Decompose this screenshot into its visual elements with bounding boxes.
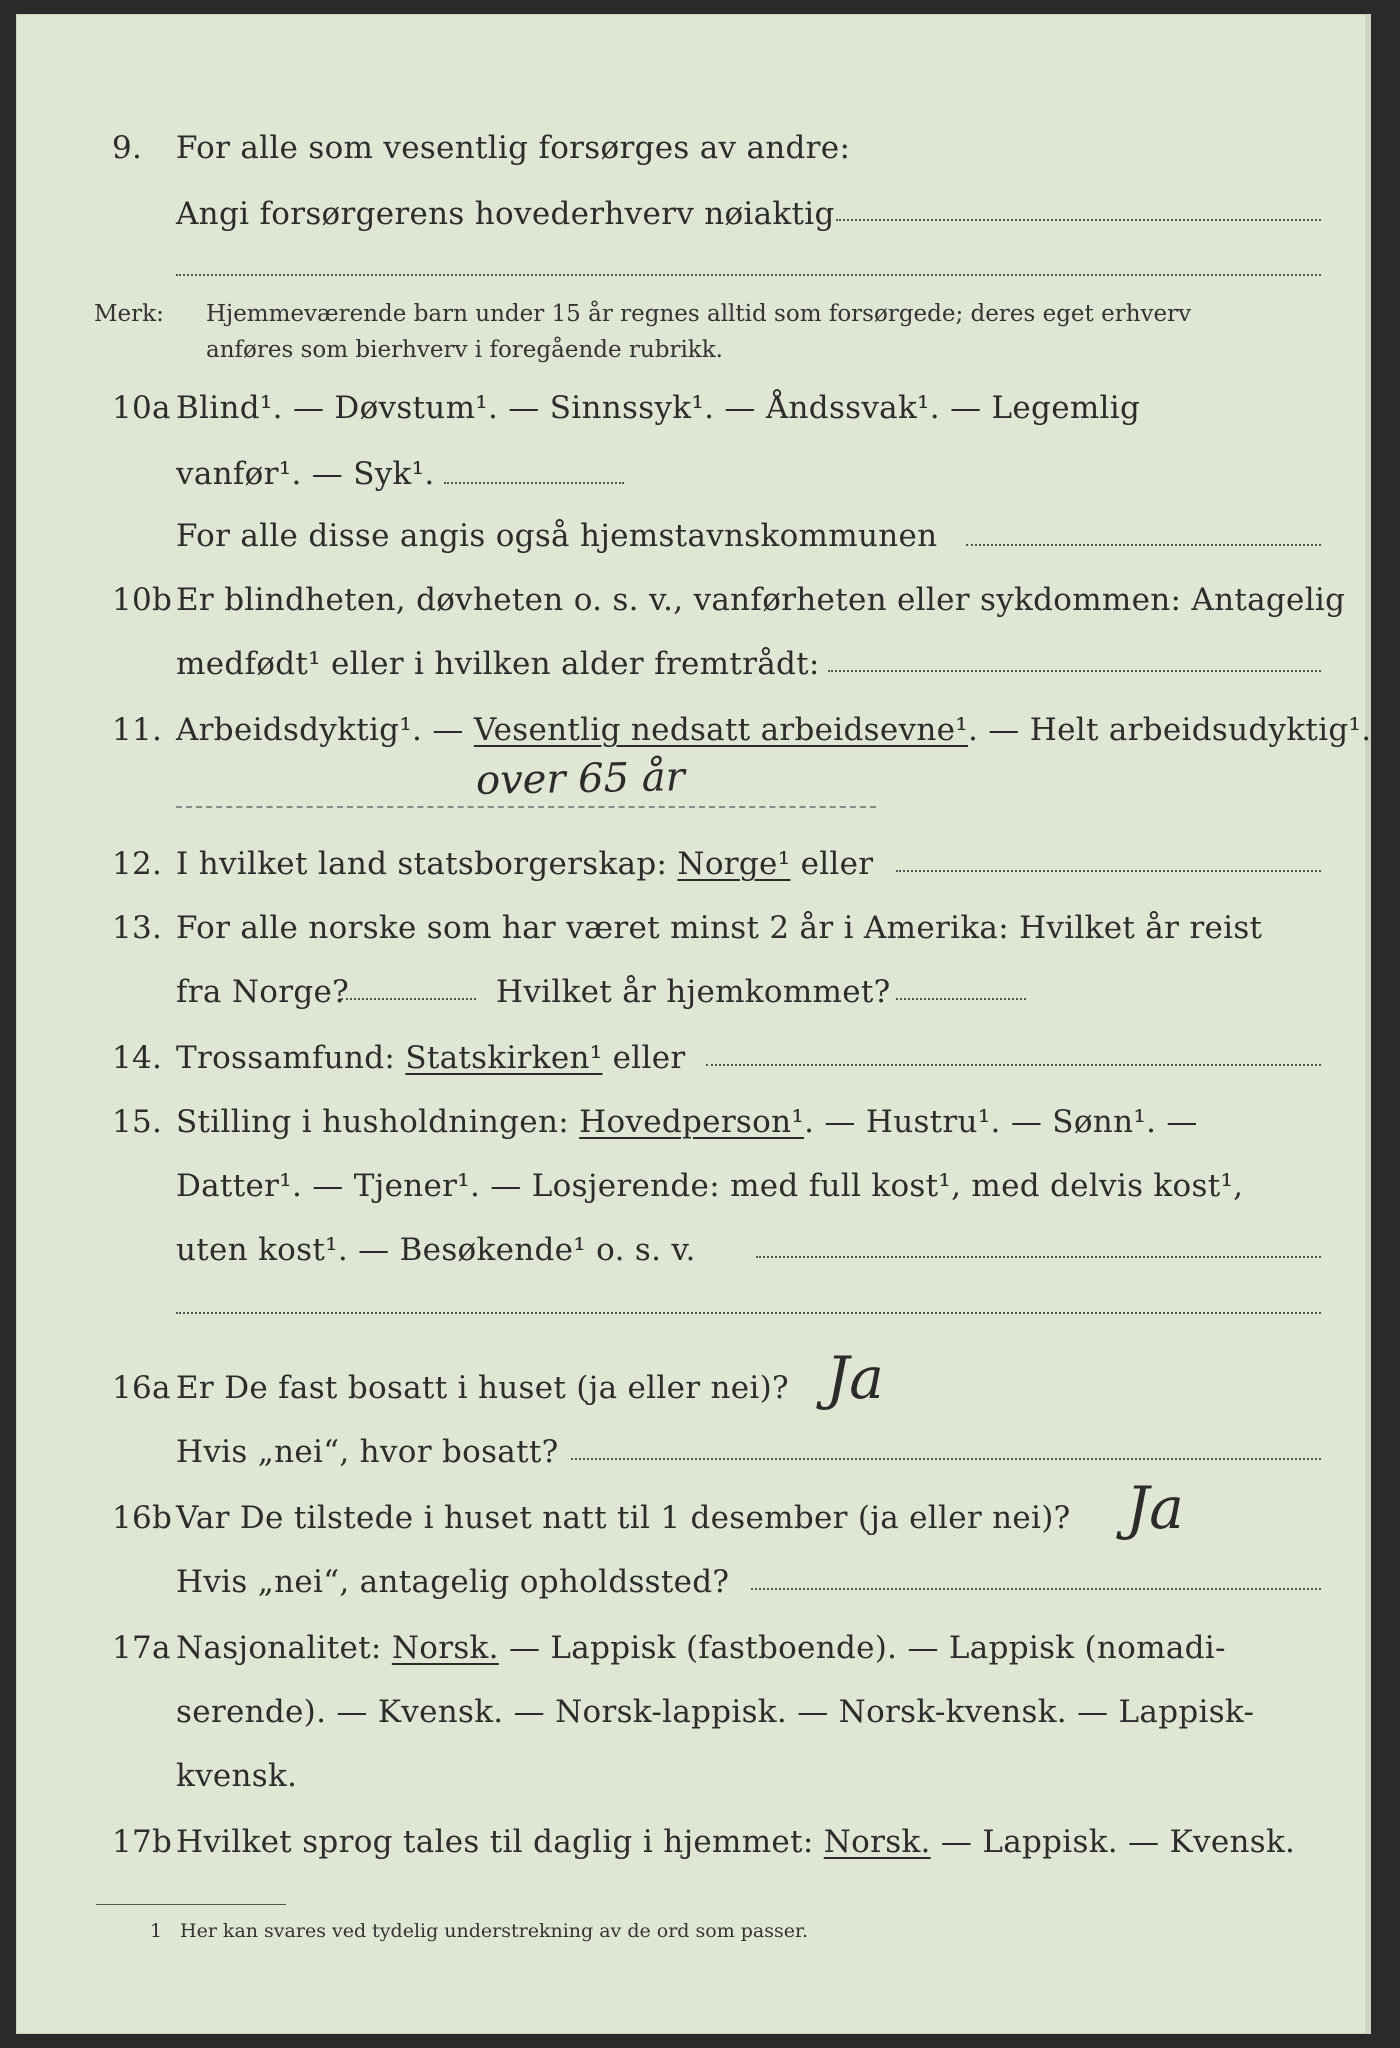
q17b-text [176, 1822, 1295, 1862]
q13-reist-line [341, 998, 476, 1000]
q12-selected-option: Norge¹ [677, 846, 791, 882]
q10b-text-2: medfødt¹ eller i hvilken alder fremtrådt: [176, 646, 820, 682]
q11-number: 11. [112, 712, 163, 748]
q14-number: 14. [112, 1040, 163, 1076]
q16b-answer-line [751, 1588, 1321, 1590]
q10a-text-3: For alle disse angis også hjemstavnskommunen [176, 518, 938, 554]
q15-text-3: uten kost¹. — Besøkende¹ o. s. v. [176, 1232, 696, 1268]
q14-text [176, 1038, 686, 1078]
q16b-number: 16b [112, 1500, 173, 1536]
q11-part3: . — Helt arbeidsudyktig¹. [967, 712, 1372, 748]
q12-post: eller [790, 846, 874, 882]
q15-answer-line [756, 1256, 1321, 1258]
merk-label: Merk: [94, 301, 164, 327]
q14-answer-line [706, 1064, 1321, 1066]
q16a-text-2: Hvis „nei“, hvor bosatt? [176, 1434, 559, 1470]
footnote-text: Her kan svares ved tydelig understrekning av de ord som passer. [180, 1920, 809, 1942]
q16a-handwritten-answer: Ja [826, 1344, 884, 1412]
q9-number: 9. [112, 130, 143, 166]
q9-text: For alle som vesentlig forsørges av andre: [176, 130, 851, 166]
q17a-pre: Nasjonalitet: [176, 1630, 392, 1666]
q17a-selected-option: Norsk. [391, 1630, 499, 1666]
q15-post: . — Hustru¹. — Sønn¹. — [804, 1104, 1198, 1140]
q10a-text: Blind¹. — Døvstum¹. — Sinnssyk¹. — Åndssvak¹. — Legemlig [176, 390, 1141, 426]
q10a-syk-line [444, 482, 624, 484]
q10a-text-2: vanfør¹. — Syk¹. [176, 456, 435, 492]
q15-text [176, 1102, 1198, 1142]
q12-answer-line [896, 870, 1321, 872]
q12-pre: I hvilket land statsborgerskap: [176, 846, 678, 882]
q11-handwritten-answer: over 65 år [475, 754, 686, 804]
q17b-number: 17b [112, 1824, 173, 1860]
q17b-pre: Hvilket sprog tales til daglig i hjemmet: [176, 1824, 824, 1860]
q17a-text [176, 1628, 1226, 1668]
page-edge [1365, 14, 1371, 2034]
q11-answer-line [176, 806, 876, 808]
q16a-number: 16a [112, 1370, 171, 1406]
q9-answer-line [836, 219, 1321, 221]
footnote-mark: 1 [150, 1920, 163, 1942]
q9-subtext: Angi forsørgerens hovederhverv nøiaktig [176, 196, 835, 232]
q14-selected-option: Statskirken¹ [405, 1040, 603, 1076]
footnote-separator [96, 1904, 286, 1905]
q16b-handwritten-answer: Ja [1126, 1474, 1184, 1542]
q10a-number: 10a [112, 390, 171, 426]
q13-text: For alle norske som har været minst 2 år i Amerika: Hvilket år reist [176, 910, 1263, 946]
q17b-post: — Lappisk. — Kvensk. [930, 1824, 1296, 1860]
q14-post: eller [602, 1040, 686, 1076]
q13-hjemkommet-label: Hvilket år hjemkommet? [496, 974, 891, 1010]
merk-text-1: Hjemmeværende barn under 15 år regnes alltid som forsørgede; deres eget erhverv [206, 301, 1192, 327]
merk-text-2: anføres som bierhverv i foregående rubrikk. [206, 337, 723, 363]
q16b-text: Var De tilstede i huset natt til 1 desember (ja eller nei)? [176, 1500, 1071, 1536]
q15-text-2: Datter¹. — Tjener¹. — Losjerende: med full kost¹, med delvis kost¹, [176, 1168, 1244, 1204]
q17a-text-2: serende). — Kvensk. — Norsk-lappisk. — Norsk-kvensk. — Lappisk- [176, 1694, 1255, 1730]
q12-number: 12. [112, 846, 163, 882]
form-page [16, 14, 1371, 2034]
q10b-number: 10b [112, 582, 173, 618]
q15-selected-option: Hovedperson¹ [579, 1104, 805, 1140]
q10b-text: Er blindheten, døvheten o. s. v., vanførheten eller sykdommen: Antagelig [176, 582, 1346, 618]
q12-text [176, 844, 873, 884]
q17a-number: 17a [112, 1630, 171, 1666]
q15-pre: Stilling i husholdningen: [176, 1104, 580, 1140]
q13-number: 13. [112, 910, 163, 946]
q16b-text-2: Hvis „nei“, antagelig opholdssted? [176, 1564, 730, 1600]
q17a-post: — Lappisk (fastboende). — Lappisk (nomadi- [498, 1630, 1226, 1666]
q9-answer-line-2 [176, 274, 1321, 276]
q16a-text: Er De fast bosatt i huset (ja eller nei)? [176, 1370, 789, 1406]
q15-number: 15. [112, 1104, 163, 1140]
q14-pre: Trossamfund: [176, 1040, 406, 1076]
q10a-answer-line [966, 544, 1321, 546]
q10b-answer-line [828, 670, 1321, 672]
q11-selected-option: Vesentlig nedsatt arbeidsevne¹ [473, 712, 968, 748]
q13-reist-label: fra Norge? [176, 974, 350, 1010]
q11-part1: Arbeidsdyktig¹. — [176, 712, 474, 748]
q13-hjemkommet-line [896, 998, 1026, 1000]
q11-text [176, 710, 1371, 750]
q17a-text-3: kvensk. [176, 1758, 298, 1794]
q17b-selected-option: Norsk. [823, 1824, 931, 1860]
q15-answer-line-2 [176, 1312, 1321, 1314]
q16a-answer-line [571, 1458, 1321, 1460]
